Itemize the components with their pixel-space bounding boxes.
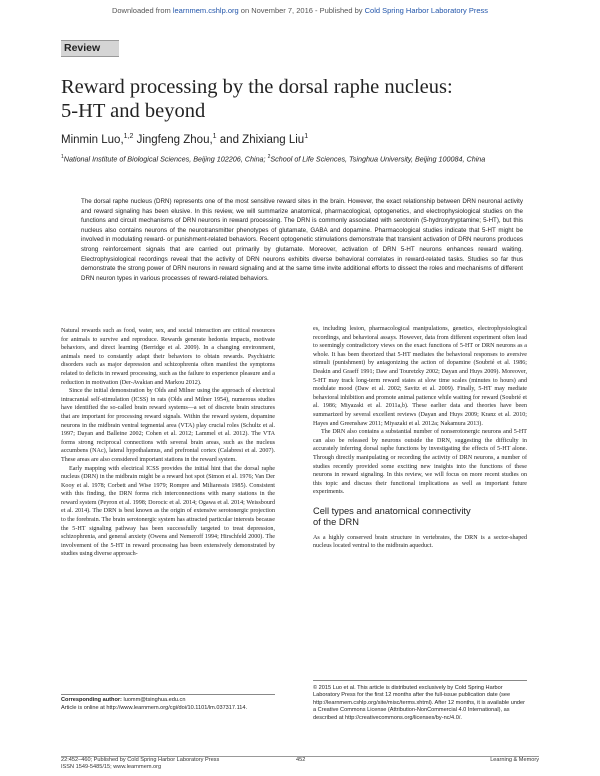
section-tag-label: Review (64, 42, 101, 54)
body-column-right (313, 325, 527, 551)
footnote-divider (61, 694, 275, 695)
affiliation-text: School of Life Sciences, Tsinghua University, Beijing 100084, China (270, 154, 486, 164)
body-column-left (61, 327, 275, 559)
abstract: The dorsal raphe nucleus (DRN) represents one of the most sensitive reward sites in the brain. However, the exact relationship between DRN neuronal activity and reward signaling has been elusive. In this review, we will summarize anatomical, pharmacological, optogenetics, and electrophysiological studies on the functions and circuit mechanisms of DRN neurons in reward processing. The DRN is commonly associated with serotonin (5-hydroxytryptamine; 5-HT), but this nucleus also contains neurons of the neurotransmitter phenotypes of glutamate, GABA and dopamine. Pharmacological studies indicate that 5-HT might be involved in modulating reward- or punishment-related behaviors. Recent optogenetic stimulations demonstrate that transient activation of DRN neurons produces strong reinforcement signals that are carried out primarily by glutamate. Moreover, activation of DRN 5-HT neurons enhances reward waiting. Electrophysiological recordings reveal that the activity of DRN neurons exhibits diverse behavioral correlates in reward-related tasks. Studies so far thus demonstrate the strong power of DRN neurons in reward signaling and at the same time invite additional efforts to dissect the roles and mechanisms of different DRN neuron types in various processes of reward-related behaviors. (81, 198, 523, 282)
affiliation-sup: 2 (267, 154, 271, 160)
title-line-1: Reward processing by the dorsal raphe nucleus: (61, 76, 453, 98)
section-tag (61, 40, 119, 57)
correspondence-email[interactable]: luomm@tsinghua.edu.cn (123, 697, 186, 703)
body-paragraph: Since the initial demonstration by Olds and Milner using the approach of electrical intracranial self-stimulation (ICSS) in rats (Olds and Milner 1954), numerous studies have identified the so-called brain reward systems—a set of discrete brain structures that are important for processing reward signals. Within the reward system, dopamine neurons in the midbrain ventral tegmental area (VTA) play crucial roles (Schultz et al. 1997; Dayan and Balleine 2002; Cohen et al. 2012; Lammel et al. 2012). The VTA forms strong reciprocal connections with several brain areas, such as the nucleus accumbens (NAc), lateral hypothalamus, and prefrontal cortex (Calabresi et al. 2007). These areas are also considered important stations in the reward system. (61, 388, 275, 463)
author-name: Minmin Luo, (61, 133, 124, 146)
footer-pages: 22:452–460; Published by Cold Spring Harbor Laboratory Press (61, 757, 220, 763)
title-line-2: 5-HT and beyond (61, 100, 206, 122)
affiliation-sup: 1 (61, 154, 64, 160)
publisher-link[interactable]: Cold Spring Harbor Laboratory Press (364, 6, 489, 15)
section-heading (313, 506, 527, 529)
license-divider (313, 680, 527, 681)
body-paragraph: As a highly conserved brain structure in vertebrates, the DRN is a sector-shaped nucleus located ventral to the midbrain aqueduct. (313, 534, 527, 550)
author-name: Jingfeng Zhou, (136, 133, 213, 146)
download-prefix: Downloaded from (111, 6, 171, 15)
author-sup: 1 (212, 133, 217, 140)
body-paragraph: Natural rewards such as food, water, sex, and social interaction are critical resources for animals to survive and reproduce. Rewards generate hedonia impacts, motivate behaviors, and direct learning (Berridge et al. 2009). In a changing environment, animals need to constantly adapt their behaviors to obtain rewards. Psychiatric disorders such as major depression and schizophrenia often manifest the symptoms related to deficits in reward processing, such as the failure to experience pleasure and a reduction in motivation (Der-Avakian and Markou 2012). (61, 328, 275, 386)
footer-left (61, 757, 219, 772)
site-link[interactable]: learnmem.cshlp.org (172, 6, 239, 15)
page-number: 452 (296, 757, 306, 763)
body-paragraph: The DRN also contains a substantial number of nonserotonergic neurons and 5-HT can also be released by neurons outside the DRN, suggesting the difficulty in accurately inferring dorsal raphe functions by investigating the effects of 5-HT alone. Through directly manipulating or recording the activity of DRN neurons, a number of studies recently provided some exciting new insights into the functions of these neurons in reward signaling. In this review, we will focus on more recent studies on this topic and discuss their functional implications as well as important future experiments. (313, 429, 527, 496)
affiliation-text: National Institute of Biological Sciences, Beijing 102206, China; (63, 154, 266, 164)
article-title (61, 75, 561, 123)
affiliations (61, 154, 561, 163)
correspondence-label: Corresponding author: (61, 697, 122, 703)
author-name: and Zhixiang Liu (219, 133, 305, 146)
footer-issn: ISSN 1549-5485/15; www.learnmem.org (61, 764, 162, 771)
license-note: © 2015 Luo et al. This article is distributed exclusively by Cold Spring Harbor Laboratory Press for the first 12 months after the full-issue publication date (see http://learnmem.cshlp.org/site/misc/terms.xhtml). After 12 months, it is available under a Creative Commons License (Attribution-NonCommercial 4.0 International), as described at http://creativecommons.org/licenses/by-nc/4.0/. (313, 685, 526, 721)
download-middle: on November 7, 2016 - Published by (240, 6, 363, 15)
body-paragraph: Early mapping with electrical ICSS provides the initial hint that the dorsal raphe nucleus (DRN) in the midbrain might be a reward hot spot (Simon et al. 1976; Van Der Kooy et al. 1978; Corbett and Wise 1979; Rompre and Miliaressis 1985). Consistent with this finding, the DRN forms rich interconnections with many stations in the reward system (Peyron et al. 1998; Dorocic et al. 2014; Ogawa et al. 2014; Weissbourd et al. 2014). The DRN is best known as the origin of extensive serotonergic projection to the forebrain. The brain serotonergic system has attracted particular interests because the 5-HT signaling pathway has been successfully targeted to treat depression, schizophrenia, and general anxiety (Owens and Nemeroff 1994; Hirschfeld 2000). The involvement of the 5-HT in reward processing has been extensively demonstrated by studies using diverse approach- (61, 465, 275, 558)
author-sup: 1,2 (123, 133, 134, 140)
section-heading-line-1: Cell types and anatomical connectivity (313, 505, 471, 516)
author-sup: 1 (304, 133, 309, 140)
download-banner (0, 6, 600, 15)
journal-name: Learning & Memory (490, 757, 539, 763)
author-list (61, 133, 561, 146)
article-online-line: Article is online at http://www.learnmem.org/cgi/doi/10.1101/lm.037317.114. (61, 704, 248, 711)
correspondence-note (61, 697, 275, 712)
section-heading-line-2: of the DRN (313, 517, 359, 528)
body-paragraph: es, including lesion, pharmacological manipulations, genetics, electrophysiological recordings, and behavioral assays. However, data from different experiment often lead to seemingly contradictory views on the exact functions of 5-HT or DRN neurons as a whole. It has been theorized that 5-HT mediates the behavioral responses to aversive stimuli (punishment) by antagonizing the action of dopamine (Soubrié et al. 1986; Deakin and Graeff 1991; Daw and Touretzky 2002; Dayan and Huys 2009). Moreover, 5-HT may track long-term reward states at slow time scales (minutes to hours) and modulate mood (Daw et al. 2002; Savitz et al. 2009). Finally, 5-HT may mediate behavioral inhibition and promote animal patience while waiting for reward (Soubrié et al. 1986; Miyazaki et al. 2011a,b). These earlier data and theories have been summarized by several excellent reviews (Dayan and Huys 2009; Kranz et al. 2010; Hayes and Greenshaw 2011; Miyazaki et al. 2012a; Nakamura 2013). (313, 326, 527, 427)
